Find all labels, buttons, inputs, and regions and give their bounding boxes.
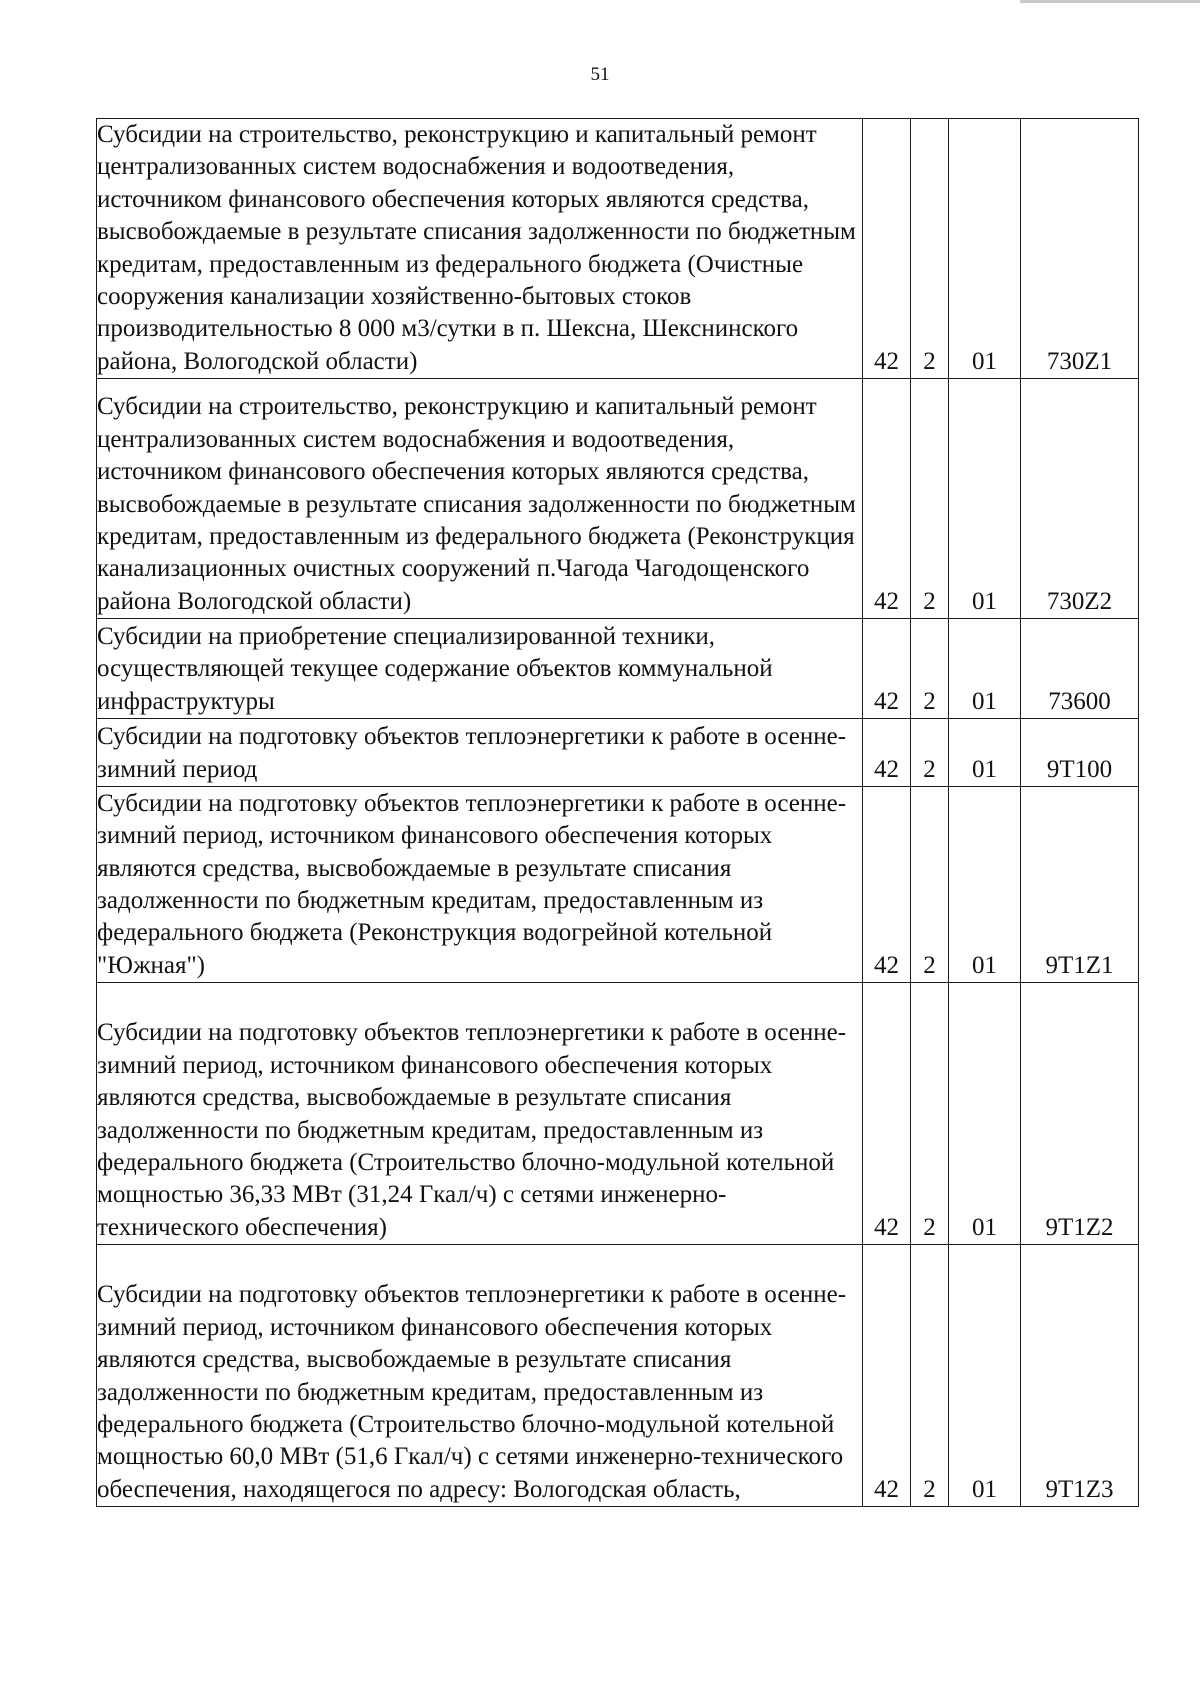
main-event-code: 01: [949, 983, 1021, 1245]
direction-code: 73600: [1021, 619, 1139, 719]
direction-code: 9T1Z3: [1021, 1245, 1139, 1507]
program-code: 42: [863, 719, 911, 787]
table-row: [97, 787, 1139, 983]
program-code: 42: [863, 983, 911, 1245]
subprogram-code: 2: [911, 619, 949, 719]
program-code: 42: [863, 1245, 911, 1507]
table-row: [97, 983, 1139, 1245]
direction-code: 730Z2: [1021, 379, 1139, 619]
row-description: Субсидии на строительство, реконструкцию и капитальный ремонт централизованных систем водоснабжения и водоотведения, источником финансового обеспечения которых являются средства, высвобождаемые в результате списания задолженности по бюджетным кредитам, предоставленным из федерального бюджета (Реконструкция канализационных очистных сооружений п.Чагода Чагодощенского района Вологодской области): [97, 379, 863, 619]
direction-code: 9T100: [1021, 719, 1139, 787]
page-number: 51: [590, 64, 610, 85]
main-event-code: 01: [949, 787, 1021, 983]
program-code: 42: [863, 379, 911, 619]
direction-code: 9T1Z1: [1021, 787, 1139, 983]
main-event-code: 01: [949, 379, 1021, 619]
row-description: Субсидии на подготовку объектов теплоэнергетики к работе в осенне-зимний период, источником финансового обеспечения которых являются средства, высвобождаемые в результате списания задолженности по бюджетным кредитам, предоставленным из федерального бюджета (Строительство блочно-модульной котельной мощностью 60,0 МВт (51,6 Гкал/ч) с сетями инженерно-технического обеспечения, находящегося по адресу: Вологодская область,: [97, 1245, 863, 1507]
row-description: Субсидии на приобретение специализированной техники, осуществляющей текущее содержание объектов коммунальной инфраструктуры: [97, 619, 863, 719]
table-row: [97, 1245, 1139, 1507]
subprogram-code: 2: [911, 119, 949, 379]
program-code: 42: [863, 619, 911, 719]
program-code: 42: [863, 119, 911, 379]
table-row: [97, 119, 1139, 379]
main-event-code: 01: [949, 719, 1021, 787]
table-row: [97, 379, 1139, 619]
main-event-code: 01: [949, 1245, 1021, 1507]
direction-code: 9T1Z2: [1021, 983, 1139, 1245]
scan-edge-mark: [1020, 0, 1200, 3]
row-description: Субсидии на подготовку объектов теплоэнергетики к работе в осенне-зимний период: [97, 719, 863, 787]
subprogram-code: 2: [911, 983, 949, 1245]
main-event-code: 01: [949, 619, 1021, 719]
main-event-code: 01: [949, 119, 1021, 379]
table-row: [97, 619, 1139, 719]
program-code: 42: [863, 787, 911, 983]
row-description: Субсидии на подготовку объектов теплоэнергетики к работе в осенне-зимний период, источником финансового обеспечения которых являются средства, высвобождаемые в результате списания задолженности по бюджетным кредитам, предоставленным из федерального бюджета (Строительство блочно-модульной котельной мощностью 36,33 МВт (31,24 Гкал/ч) с сетями инженерно-технического обеспечения): [97, 983, 863, 1245]
row-description: Субсидии на строительство, реконструкцию и капитальный ремонт централизованных систем водоснабжения и водоотведения, источником финансового обеспечения которых являются средства, высвобождаемые в результате списания задолженности по бюджетным кредитам, предоставленным из федерального бюджета (Очистные сооружения канализации хозяйственно-бытовых стоков производительностью 8 000 м3/сутки в п. Шексна, Шекснинского района, Вологодской области): [97, 119, 863, 379]
direction-code: 730Z1: [1021, 119, 1139, 379]
subprogram-code: 2: [911, 1245, 949, 1507]
subprogram-code: 2: [911, 379, 949, 619]
budget-classification-table: [96, 118, 1139, 1507]
row-description: Субсидии на подготовку объектов теплоэнергетики к работе в осенне-зимний период, источником финансового обеспечения которых являются средства, высвобождаемые в результате списания задолженности по бюджетным кредитам, предоставленным из федерального бюджета (Реконструкция водогрейной котельной "Южная"): [97, 787, 863, 983]
subprogram-code: 2: [911, 787, 949, 983]
subprogram-code: 2: [911, 719, 949, 787]
table-row: [97, 719, 1139, 787]
